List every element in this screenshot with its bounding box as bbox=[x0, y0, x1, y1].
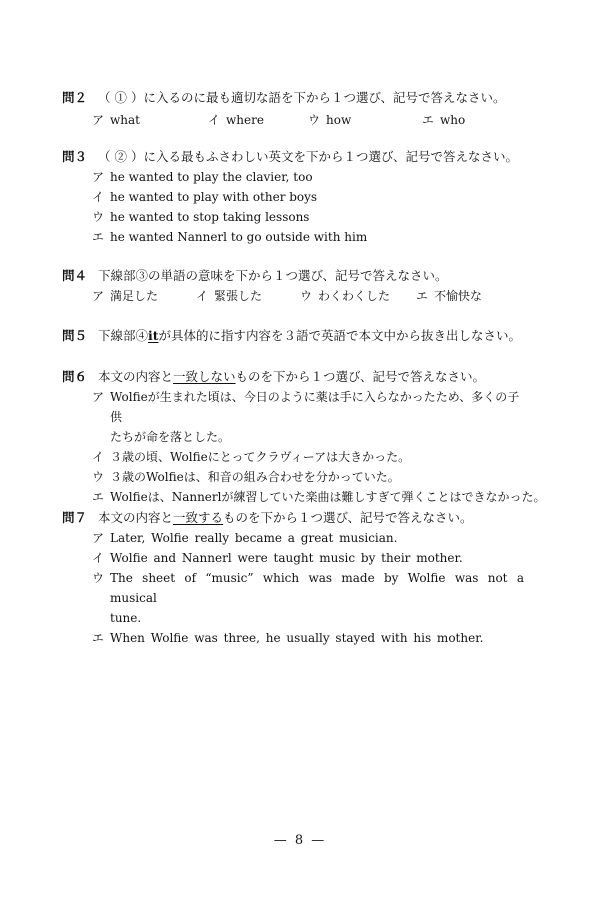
option-d bbox=[92, 628, 582, 648]
text-part: ものを下から１つ選び、記号で答えなさい。 bbox=[223, 510, 473, 525]
text-part: ）に入るのに最も適切な語を下から１つ選び、記号で答えなさい。 bbox=[127, 90, 506, 105]
underlined-phrase: 一致しない bbox=[173, 369, 236, 384]
page-number: — 8 — bbox=[273, 833, 327, 848]
option-text: he wanted Nannerl to go outside with him bbox=[110, 230, 368, 244]
option-b bbox=[92, 447, 582, 467]
option-mark: ア bbox=[92, 289, 105, 303]
question-text bbox=[98, 367, 485, 387]
text-part: ものを下から１つ選び、記号で答えなさい。 bbox=[235, 369, 486, 384]
question-number: 問２ bbox=[62, 90, 88, 105]
question-number: 問７ bbox=[62, 510, 88, 525]
option-c bbox=[92, 207, 582, 227]
question-text bbox=[98, 508, 473, 528]
text-part: ）に入る最もふさわしい英文を下から１つ選び、記号で答えなさい。 bbox=[127, 149, 518, 164]
option-text: Wolfieは、Nannerlが練習していた楽曲は難しすぎて弾くことはできなかった。 bbox=[110, 490, 546, 504]
option-text: When Wolfie was three, he usually stayed with his mother. bbox=[110, 631, 484, 645]
question-number: 問５ bbox=[62, 328, 88, 343]
option-mark: ウ bbox=[300, 289, 313, 303]
text-part: 本文の内容と bbox=[98, 510, 174, 525]
option-mark: ア bbox=[92, 113, 105, 127]
option-text: who bbox=[440, 113, 466, 127]
option-text: ３歳のWolfieは、和音の組み合わせを分かっていた。 bbox=[110, 470, 400, 484]
question-3 bbox=[62, 147, 582, 247]
option-mark: エ bbox=[92, 230, 105, 244]
option-text-continued: tune. bbox=[110, 611, 142, 625]
option-text: Later, Wolfie really became a great musician. bbox=[110, 531, 398, 545]
option-text: Wolfieが生まれた頃は、今日のように薬は手に入らなかったため、多くの子供 bbox=[110, 390, 520, 424]
option-a bbox=[92, 387, 582, 447]
question-number: 問３ bbox=[62, 149, 88, 164]
option-mark: イ bbox=[92, 551, 105, 565]
option-mark: エ bbox=[422, 113, 435, 127]
option-c bbox=[300, 286, 416, 306]
option-mark: エ bbox=[416, 289, 429, 303]
options-row bbox=[92, 286, 582, 306]
options-row bbox=[92, 110, 582, 130]
question-4 bbox=[62, 266, 582, 306]
option-mark: イ bbox=[92, 190, 105, 204]
option-text: he wanted to play with other boys bbox=[110, 190, 318, 204]
option-a bbox=[92, 528, 582, 548]
option-text: 不愉快な bbox=[434, 289, 483, 303]
option-text: わくわくした bbox=[318, 289, 391, 303]
options-list bbox=[92, 387, 582, 507]
option-d bbox=[422, 110, 465, 130]
option-b bbox=[196, 286, 300, 306]
option-mark: イ bbox=[92, 450, 105, 464]
option-text: 満足した bbox=[110, 289, 159, 303]
option-mark: イ bbox=[208, 113, 221, 127]
option-d bbox=[416, 286, 482, 306]
option-text: Wolfie and Nannerl were taught music by their mother. bbox=[110, 551, 463, 565]
underlined-phrase: 一致する bbox=[173, 510, 224, 525]
option-mark: ウ bbox=[92, 470, 105, 484]
option-text: The sheet of “music” which was made by Wolfie was not a musical bbox=[110, 571, 524, 605]
text-part: が具体的に指す内容を３語で英語で本文中から抜き出しなさい。 bbox=[158, 328, 522, 343]
question-text: 下線部③の単語の意味を下から１つ選び、記号で答えなさい。 bbox=[98, 268, 448, 283]
question-number: 問４ bbox=[62, 268, 88, 283]
option-text: what bbox=[110, 113, 140, 127]
underlined-word: it bbox=[148, 328, 159, 343]
option-text: 緊張した bbox=[214, 289, 263, 303]
option-c bbox=[92, 467, 582, 487]
text-part: （ bbox=[98, 90, 115, 105]
option-mark: ウ bbox=[308, 113, 321, 127]
option-mark: ア bbox=[92, 531, 105, 545]
option-c bbox=[92, 568, 582, 628]
question-text bbox=[98, 326, 521, 346]
question-number: 問６ bbox=[62, 369, 88, 384]
option-text: he wanted to play the clavier, too bbox=[110, 170, 313, 184]
option-b bbox=[92, 548, 582, 568]
option-mark: ウ bbox=[92, 571, 105, 585]
blank-number: ② bbox=[114, 149, 127, 164]
option-mark: エ bbox=[92, 631, 105, 645]
option-c bbox=[308, 110, 422, 130]
option-text: ３歳の頃、Wolfieにとってクラヴィーアは大きかった。 bbox=[110, 450, 411, 464]
options-list bbox=[92, 167, 582, 247]
option-a bbox=[92, 110, 208, 130]
option-a bbox=[92, 167, 582, 187]
question-7 bbox=[62, 508, 582, 648]
option-mark: エ bbox=[92, 490, 105, 504]
question-5 bbox=[62, 326, 582, 346]
text-part: 本文の内容と bbox=[98, 369, 174, 384]
option-a bbox=[92, 286, 196, 306]
option-b bbox=[92, 187, 582, 207]
option-text: he wanted to stop taking lessons bbox=[110, 210, 310, 224]
question-text bbox=[98, 147, 518, 167]
blank-number: ① bbox=[114, 90, 127, 105]
option-mark: イ bbox=[196, 289, 209, 303]
option-text: how bbox=[326, 113, 352, 127]
option-mark: ア bbox=[92, 170, 105, 184]
question-text bbox=[98, 88, 505, 108]
option-d bbox=[92, 487, 582, 507]
option-b bbox=[208, 110, 308, 130]
text-part: 下線部④ bbox=[98, 328, 149, 343]
option-mark: ア bbox=[92, 390, 105, 404]
options-list bbox=[92, 528, 582, 648]
question-2 bbox=[62, 88, 582, 130]
text-part: （ bbox=[98, 149, 115, 164]
option-text: where bbox=[226, 113, 264, 127]
question-6 bbox=[62, 367, 582, 507]
option-mark: ウ bbox=[92, 210, 105, 224]
option-d bbox=[92, 227, 582, 247]
option-text-continued: たちが命を落とした。 bbox=[110, 430, 231, 444]
